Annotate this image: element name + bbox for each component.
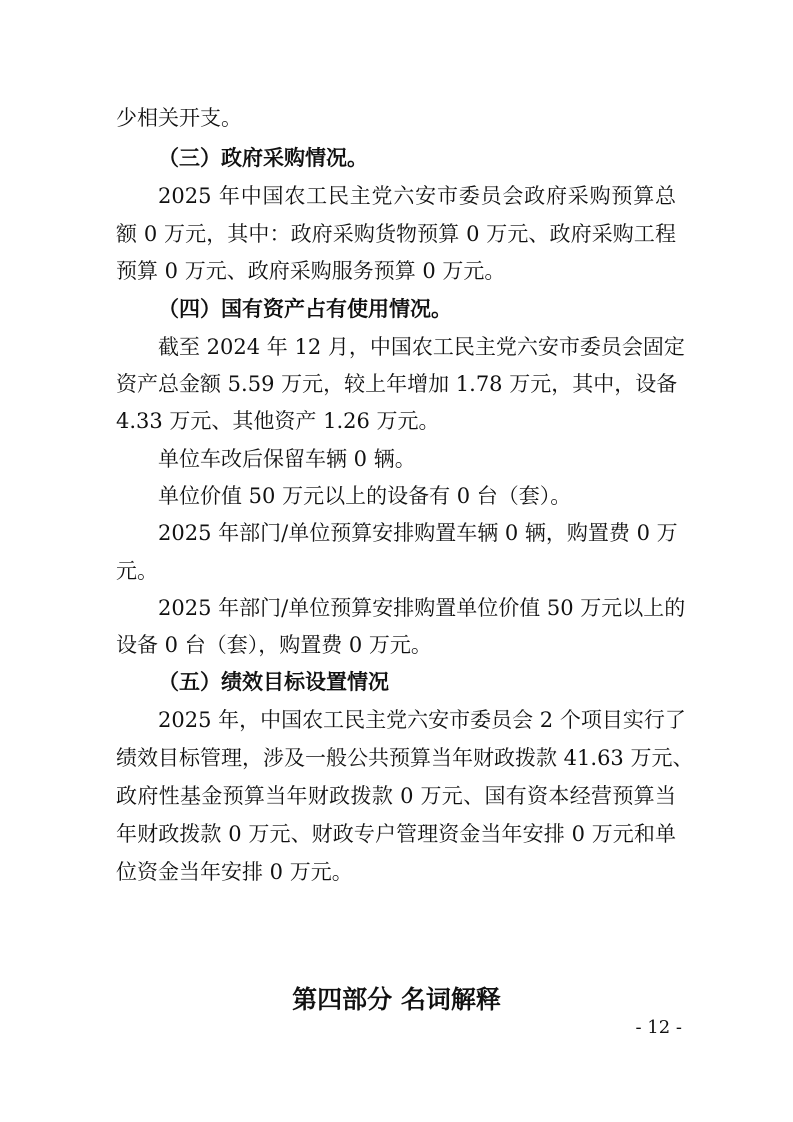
body-text-line: 单位价值 50 万元以上的设备有 0 台（套）。 bbox=[158, 484, 572, 508]
body-text-line: 2025 年部门/单位预算安排购置单位价值 50 万元以上的 bbox=[158, 596, 686, 620]
body-text-line: 元。 bbox=[116, 559, 158, 583]
body-text-line: 4.33 万元、其他资产 1.26 万元。 bbox=[116, 409, 440, 433]
body-text-line: 年财政拨款 0 万元、财政专户管理资金当年安排 0 万元和单 bbox=[116, 822, 676, 846]
body-text-line: 截至 2024 年 12 月，中国农工民主党六安市委员会固定 bbox=[158, 335, 685, 359]
subsection-heading-assets: （四）国有资产占有使用情况。 bbox=[158, 297, 452, 321]
body-text-line: 2025 年部门/单位预算安排购置车辆 0 辆，购置费 0 万 bbox=[158, 521, 678, 545]
body-text-line: 预算 0 万元、政府采购服务预算 0 万元。 bbox=[116, 259, 506, 283]
body-text-line: 额 0 万元，其中：政府采购货物预算 0 万元、政府采购工程 bbox=[116, 222, 676, 246]
body-text-line: 位资金当年安排 0 万元。 bbox=[116, 860, 353, 884]
subsection-heading-procurement: （三）政府采购情况。 bbox=[158, 146, 368, 170]
section-heading: 第四部分 名词解释 bbox=[292, 985, 501, 1014]
body-text-line: 2025 年中国农工民主党六安市委员会政府采购预算总 bbox=[158, 184, 676, 208]
page-number: - 12 - bbox=[635, 1017, 682, 1038]
body-text-line: 政府性基金预算当年财政拨款 0 万元、国有资本经营预算当 bbox=[116, 784, 676, 808]
subsection-heading-performance: （五）绩效目标设置情况 bbox=[158, 670, 389, 694]
body-text-line: 少相关开支。 bbox=[116, 106, 242, 130]
body-text-line: 绩效目标管理，涉及一般公共预算当年财政拨款 41.63 万元、 bbox=[116, 746, 694, 770]
body-text-line: 资产总金额 5.59 万元，较上年增加 1.78 万元，其中，设备 bbox=[116, 372, 678, 396]
body-text-line: 单位车改后保留车辆 0 辆。 bbox=[158, 447, 416, 471]
body-text-line: 2025 年，中国农工民主党六安市委员会 2 个项目实行了 bbox=[158, 708, 686, 732]
body-text-line: 设备 0 台（套），购置费 0 万元。 bbox=[116, 633, 432, 657]
